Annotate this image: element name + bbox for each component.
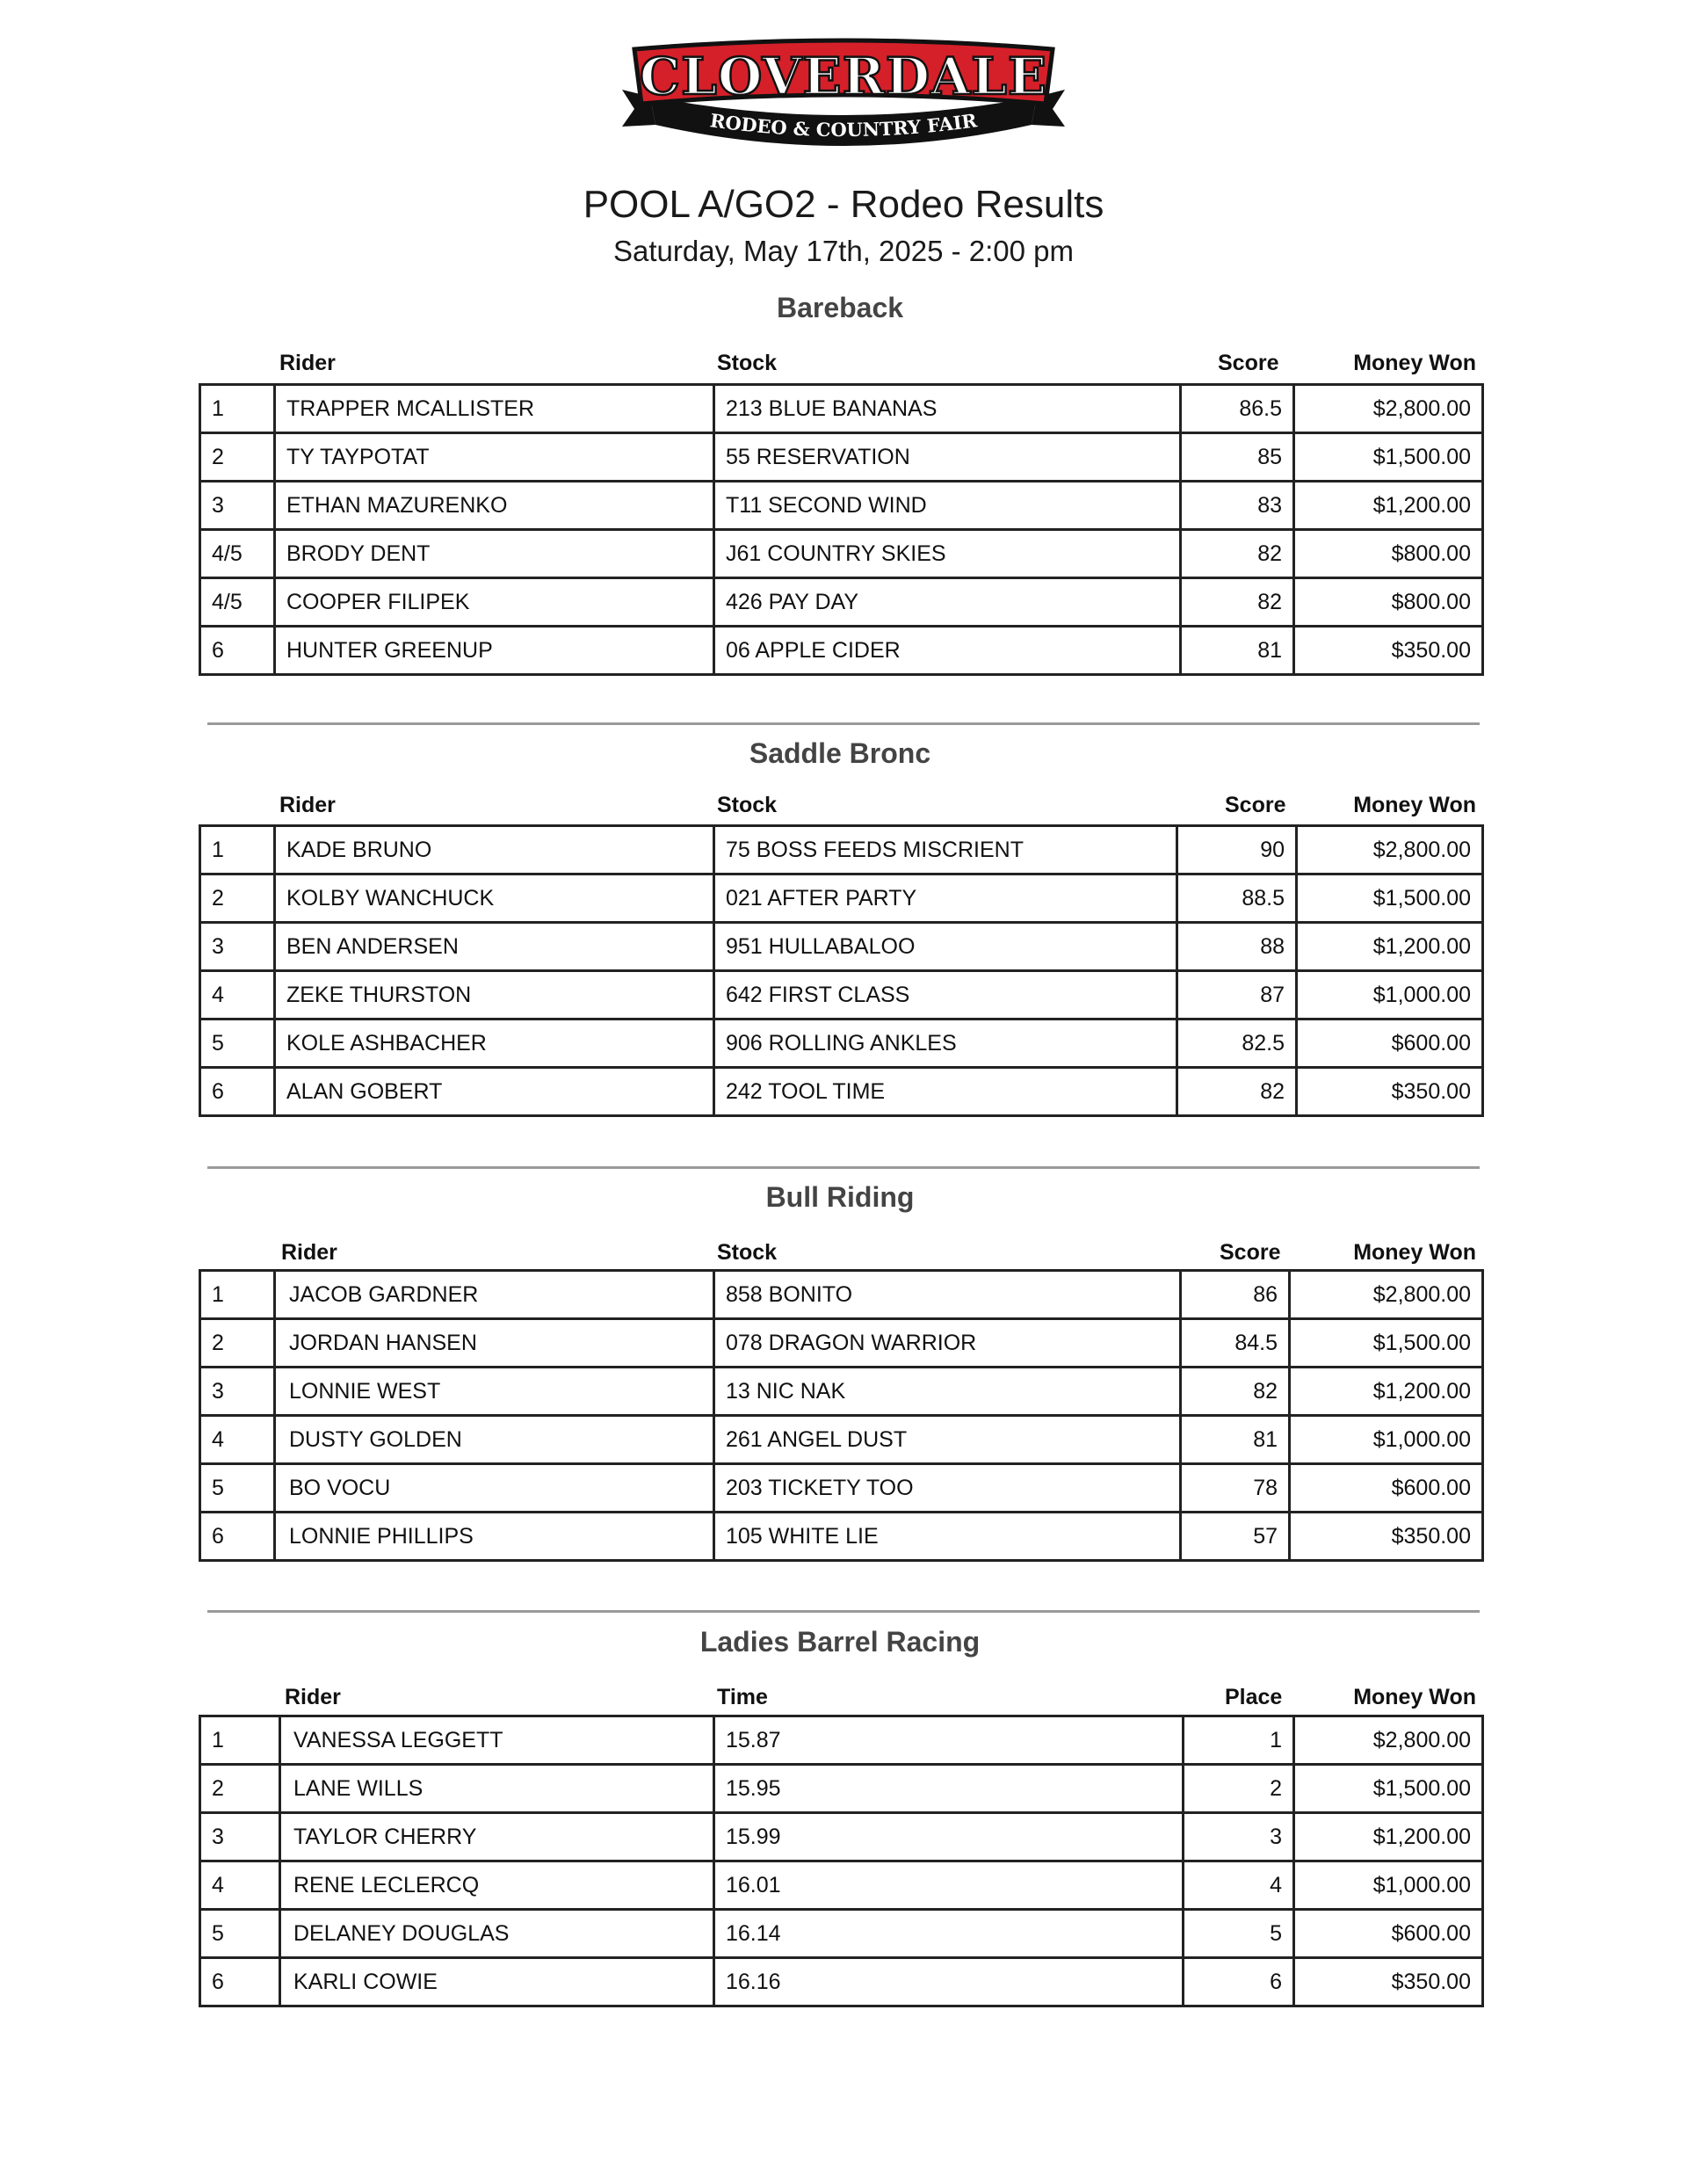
- col-header-place: Place: [1225, 1685, 1283, 1709]
- table-row: [200, 482, 1483, 530]
- cell-place: 6: [200, 1958, 280, 2006]
- cell-place-number: 4: [1184, 1861, 1294, 1910]
- table-row: [200, 1513, 1483, 1561]
- cell-rider: KOLBY WANCHUCK: [275, 874, 714, 923]
- cell-stock: J61 COUNTRY SKIES: [714, 530, 1181, 578]
- logo-main-text: CLOVERDALE: [639, 47, 1048, 106]
- cell-score: 82: [1181, 1368, 1290, 1416]
- cell-rider: BEN ANDERSEN: [275, 923, 714, 971]
- cell-place: 3: [200, 1368, 275, 1416]
- cell-place: 4: [200, 971, 275, 1019]
- cell-rider: LANE WILLS: [280, 1765, 714, 1813]
- col-header-money: Money Won: [1353, 351, 1476, 375]
- cell-rider: VANESSA LEGGETT: [280, 1716, 714, 1765]
- table-row: [200, 1464, 1483, 1513]
- table-row: [200, 1068, 1483, 1116]
- cell-rider: ALAN GOBERT: [275, 1068, 714, 1116]
- cell-stock: 55 RESERVATION: [714, 433, 1181, 482]
- cell-stock: 951 HULLABALOO: [714, 923, 1177, 971]
- col-header-score: Score: [1225, 793, 1286, 817]
- cell-score: 85: [1181, 433, 1294, 482]
- cell-score: 86.5: [1181, 385, 1294, 433]
- col-header-money: Money Won: [1353, 1240, 1476, 1265]
- table-row: [200, 1416, 1483, 1464]
- cell-stock: T11 SECOND WIND: [714, 482, 1181, 530]
- cell-money: $1,200.00: [1297, 923, 1483, 971]
- cell-rider: RENE LECLERCQ: [280, 1861, 714, 1910]
- cell-place-number: 6: [1184, 1958, 1294, 2006]
- cell-score: 82: [1181, 578, 1294, 627]
- cell-rider: TRAPPER MCALLISTER: [275, 385, 714, 433]
- cell-money: $2,800.00: [1294, 1716, 1483, 1765]
- cell-money: $1,500.00: [1294, 1765, 1483, 1813]
- table-row: [200, 433, 1483, 482]
- cell-money: $600.00: [1297, 1019, 1483, 1068]
- table-row: [200, 1813, 1483, 1861]
- cell-score: 88: [1177, 923, 1297, 971]
- cell-stock: 426 PAY DAY: [714, 578, 1181, 627]
- cell-time: 15.87: [714, 1716, 1184, 1765]
- table-row: [200, 1765, 1483, 1813]
- cell-score: 83: [1181, 482, 1294, 530]
- cell-money: $1,500.00: [1290, 1319, 1483, 1368]
- cell-rider: HUNTER GREENUP: [275, 627, 714, 675]
- cell-money: $1,500.00: [1297, 874, 1483, 923]
- col-header-time: Time: [717, 1685, 768, 1709]
- col-header-rider: Rider: [285, 1685, 341, 1709]
- cell-rider: TY TAYPOTAT: [275, 433, 714, 482]
- col-header-score: Score: [1218, 351, 1279, 375]
- cell-rider: JORDAN HANSEN: [275, 1319, 714, 1368]
- table-row: [200, 826, 1483, 874]
- table-row: [200, 627, 1483, 675]
- cell-money: $2,800.00: [1294, 385, 1483, 433]
- section-title: Bareback: [776, 292, 904, 323]
- col-header-money: Money Won: [1353, 1685, 1476, 1709]
- cell-place: 6: [200, 627, 275, 675]
- cell-money: $1,200.00: [1290, 1368, 1483, 1416]
- cell-place: 4/5: [200, 578, 275, 627]
- cell-place: 3: [200, 923, 275, 971]
- cell-place: 5: [200, 1019, 275, 1068]
- table-row: [200, 1271, 1483, 1319]
- cell-score: 57: [1181, 1513, 1290, 1561]
- cell-stock: 242 TOOL TIME: [714, 1068, 1177, 1116]
- cell-score: 82: [1181, 530, 1294, 578]
- page-title: POOL A/GO2 - Rodeo Results: [583, 183, 1104, 226]
- cell-rider: DELANEY DOUGLAS: [280, 1910, 714, 1958]
- cloverdale-logo: [615, 35, 1072, 148]
- cell-time: 16.16: [714, 1958, 1184, 2006]
- cell-money: $1,000.00: [1290, 1416, 1483, 1464]
- cell-place-number: 1: [1184, 1716, 1294, 1765]
- col-header-rider: Rider: [279, 793, 336, 817]
- section-divider: [207, 1166, 1480, 1169]
- col-header-stock: Stock: [717, 351, 778, 375]
- cell-time: 16.14: [714, 1910, 1184, 1958]
- table-row: [200, 1910, 1483, 1958]
- section-title: Bull Riding: [765, 1181, 915, 1213]
- table-row: [200, 971, 1483, 1019]
- table-row: [200, 1861, 1483, 1910]
- cell-place: 1: [200, 826, 275, 874]
- table-row: [200, 1958, 1483, 2006]
- cell-place-number: 5: [1184, 1910, 1294, 1958]
- table-row: [200, 530, 1483, 578]
- table-row: [200, 1716, 1483, 1765]
- cell-stock: 858 BONITO: [714, 1271, 1181, 1319]
- cell-score: 81: [1181, 1416, 1290, 1464]
- cell-place-number: 2: [1184, 1765, 1294, 1813]
- cell-stock: 203 TICKETY TOO: [714, 1464, 1181, 1513]
- col-header-stock: Stock: [717, 1240, 778, 1265]
- cell-place: 1: [200, 1716, 280, 1765]
- col-header-score: Score: [1220, 1240, 1281, 1265]
- cell-money: $800.00: [1294, 530, 1483, 578]
- cell-place: 1: [200, 385, 275, 433]
- cell-place: 2: [200, 1319, 275, 1368]
- cell-time: 15.95: [714, 1765, 1184, 1813]
- cell-place: 1: [200, 1271, 275, 1319]
- cell-score: 82: [1177, 1068, 1297, 1116]
- cell-money: $2,800.00: [1290, 1271, 1483, 1319]
- cell-stock: 213 BLUE BANANAS: [714, 385, 1181, 433]
- cell-rider: KADE BRUNO: [275, 826, 714, 874]
- cell-rider: BO VOCU: [275, 1464, 714, 1513]
- cell-place: 4: [200, 1861, 280, 1910]
- cell-score: 78: [1181, 1464, 1290, 1513]
- cell-stock: 75 BOSS FEEDS MISCRIENT: [714, 826, 1177, 874]
- cell-money: $350.00: [1294, 627, 1483, 675]
- cell-money: $1,200.00: [1294, 1813, 1483, 1861]
- cell-place: 4/5: [200, 530, 275, 578]
- cell-place: 5: [200, 1910, 280, 1958]
- table-row: [200, 1319, 1483, 1368]
- cell-score: 81: [1181, 627, 1294, 675]
- cell-stock: 078 DRAGON WARRIOR: [714, 1319, 1181, 1368]
- cell-money: $350.00: [1297, 1068, 1483, 1116]
- cell-rider: COOPER FILIPEK: [275, 578, 714, 627]
- cell-money: $1,200.00: [1294, 482, 1483, 530]
- results-table: [199, 1269, 1484, 1562]
- table-row: [200, 874, 1483, 923]
- cell-score: 84.5: [1181, 1319, 1290, 1368]
- cell-rider: DUSTY GOLDEN: [275, 1416, 714, 1464]
- cell-place: 3: [200, 482, 275, 530]
- cell-place: 6: [200, 1068, 275, 1116]
- cell-score: 86: [1181, 1271, 1290, 1319]
- results-table: [199, 1715, 1484, 2007]
- cell-place: 4: [200, 1416, 275, 1464]
- cell-time: 16.01: [714, 1861, 1184, 1910]
- col-header-rider: Rider: [279, 351, 336, 375]
- cell-stock: 105 WHITE LIE: [714, 1513, 1181, 1561]
- section-title: Ladies Barrel Racing: [699, 1626, 981, 1658]
- cell-stock: 906 ROLLING ANKLES: [714, 1019, 1177, 1068]
- cell-place: 2: [200, 1765, 280, 1813]
- cell-money: $800.00: [1294, 578, 1483, 627]
- cell-stock: 021 AFTER PARTY: [714, 874, 1177, 923]
- table-row: [200, 1019, 1483, 1068]
- cell-stock: 13 NIC NAK: [714, 1368, 1181, 1416]
- table-row: [200, 923, 1483, 971]
- cell-place: 2: [200, 433, 275, 482]
- cell-stock: 642 FIRST CLASS: [714, 971, 1177, 1019]
- table-row: [200, 1368, 1483, 1416]
- cell-rider: BRODY DENT: [275, 530, 714, 578]
- results-table: [199, 824, 1484, 1117]
- cell-score: 90: [1177, 826, 1297, 874]
- cell-money: $350.00: [1290, 1513, 1483, 1561]
- cell-rider: KARLI COWIE: [280, 1958, 714, 2006]
- table-row: [200, 385, 1483, 433]
- cell-score: 82.5: [1177, 1019, 1297, 1068]
- logo-banner-text: RODEO & COUNTRY FAIR: [708, 109, 979, 141]
- cell-rider: ETHAN MAZURENKO: [275, 482, 714, 530]
- section-title: Saddle Bronc: [749, 737, 931, 769]
- cell-money: $1,000.00: [1294, 1861, 1483, 1910]
- cell-place: 3: [200, 1813, 280, 1861]
- cell-money: $600.00: [1294, 1910, 1483, 1958]
- cell-place: 2: [200, 874, 275, 923]
- results-table: [199, 383, 1484, 676]
- cell-stock: 261 ANGEL DUST: [714, 1416, 1181, 1464]
- cell-rider: LONNIE PHILLIPS: [275, 1513, 714, 1561]
- table-row: [200, 578, 1483, 627]
- cell-money: $600.00: [1290, 1464, 1483, 1513]
- col-header-money: Money Won: [1353, 793, 1476, 817]
- cell-stock: 06 APPLE CIDER: [714, 627, 1181, 675]
- cell-place: 6: [200, 1513, 275, 1561]
- page-subtitle: Saturday, May 17th, 2025 - 2:00 pm: [612, 235, 1075, 267]
- cell-rider: TAYLOR CHERRY: [280, 1813, 714, 1861]
- cell-rider: ZEKE THURSTON: [275, 971, 714, 1019]
- col-header-rider: Rider: [281, 1240, 337, 1265]
- cell-money: $1,500.00: [1294, 433, 1483, 482]
- cell-score: 87: [1177, 971, 1297, 1019]
- cell-place-number: 3: [1184, 1813, 1294, 1861]
- cell-time: 15.99: [714, 1813, 1184, 1861]
- cell-rider: KOLE ASHBACHER: [275, 1019, 714, 1068]
- cell-rider: LONNIE WEST: [275, 1368, 714, 1416]
- cell-rider: JACOB GARDNER: [275, 1271, 714, 1319]
- cell-money: $1,000.00: [1297, 971, 1483, 1019]
- section-divider: [207, 722, 1480, 725]
- col-header-stock: Stock: [717, 793, 778, 817]
- cell-money: $2,800.00: [1297, 826, 1483, 874]
- section-divider: [207, 1610, 1480, 1613]
- cell-score: 88.5: [1177, 874, 1297, 923]
- cell-money: $350.00: [1294, 1958, 1483, 2006]
- cell-place: 5: [200, 1464, 275, 1513]
